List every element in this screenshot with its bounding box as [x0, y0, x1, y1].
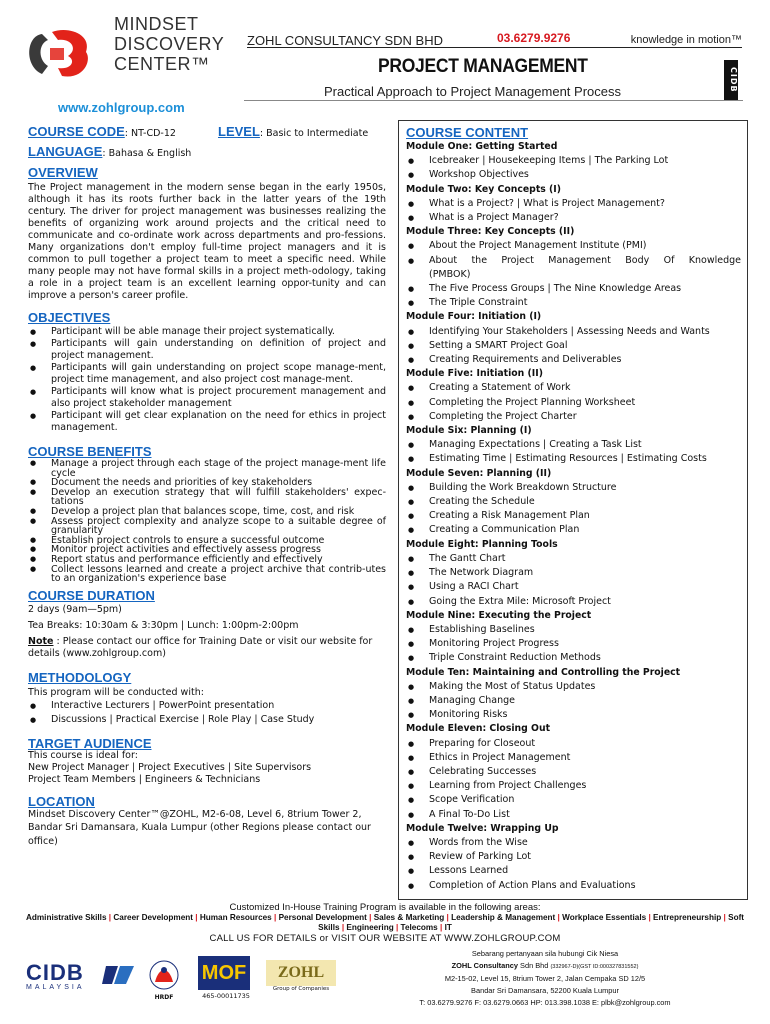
training-areas	[22, 913, 748, 933]
overview-text: The Project management in the modern sense began in the early 1950s, although it has its roots further back in the latter years of the 19th century. The driver for project management was businesses realizing the benefits of organizing work around projects and the critical need to communicate and co-ordinate work across departments and pro-fessions. Many organizations don't employ full-time project managers and it is common to pull together a project team to meet a specific need. While many people may not have formal skills in a project meth-odology, taking a role in a project team is an excellent learning oppor-tunity and can improve a person's career profile.	[28, 182, 386, 301]
separator: |	[393, 923, 401, 932]
logo-line-2: DISCOVERY	[114, 34, 225, 54]
list-item: ● Participants will gain understanding on project scope manage-ment, project time management, and also project cost manage-ment.	[28, 362, 386, 386]
list-item: ● Develop a project plan that balances scope, time, cost, and risk	[28, 507, 386, 517]
contact-address-1: M2-15-02, Level 15, 8trium Tower 2, Jalan Cempaka SD 12/5	[444, 974, 646, 983]
module-items	[406, 737, 741, 822]
benefits-list	[28, 459, 386, 584]
list-item: ● Establish project controls to ensure a successful outcome	[28, 536, 386, 546]
note-label: Note	[28, 635, 54, 647]
list-item: ● Creating a Risk Management Plan	[406, 509, 741, 523]
audience-roles-1: New Project Manager | Project Executives | Site Supervisors	[28, 761, 312, 773]
header-bar	[247, 33, 742, 48]
training-area: Sales & Marketing	[373, 913, 445, 922]
module-items	[406, 438, 741, 466]
course-code-label: COURSE CODE	[28, 124, 125, 139]
module-heading: Module Twelve: Wrapping Up	[406, 822, 559, 834]
list-item: ● Report status and performance efficiently and effectively	[28, 555, 386, 565]
duration-note	[28, 636, 386, 660]
module-list	[406, 140, 741, 893]
list-item: ● The Triple Constraint	[406, 296, 741, 310]
separator: |	[555, 913, 563, 922]
phone-number[interactable]: 03.6279.9276	[497, 31, 571, 45]
list-item: ● Lessons Learned	[406, 864, 741, 878]
training-area: Soft Skills	[318, 913, 745, 932]
methodology-heading: METHODOLOGY	[28, 669, 132, 685]
list-item: ● A Final To-Do List	[406, 808, 741, 822]
course-code-row	[28, 126, 386, 140]
list-item: ● Workshop Objectives	[406, 168, 741, 182]
website-link[interactable]: www.zohlgroup.com	[58, 100, 185, 115]
overview-heading: OVERVIEW	[28, 165, 98, 180]
mof-logo-text: MOF	[198, 956, 250, 990]
list-item: ● Monitoring Project Progress	[406, 637, 741, 651]
list-item: ● Discussions | Practical Exercise | Role Play | Case Study	[28, 713, 386, 727]
list-item: ● Monitor project activities and effectively assess progress	[28, 545, 386, 555]
training-area: Career Development	[113, 913, 193, 922]
separator: |	[721, 913, 729, 922]
list-item: ● Managing Change	[406, 694, 741, 708]
course-content-panel	[398, 120, 748, 900]
methodology-list	[28, 699, 386, 727]
list-item: ● Participants will gain understanding on definition of project and project management.	[28, 338, 386, 362]
training-area: Workplace Essentials	[562, 913, 647, 922]
training-area: Administrative Skills	[25, 913, 107, 922]
list-item: ● Building the Work Breakdown Structure	[406, 481, 741, 495]
module-heading: Module Five: Initiation (II)	[406, 368, 543, 380]
page-title: PROJECT MANAGEMENT	[378, 56, 588, 77]
audience-intro: This course is ideal for:	[28, 749, 138, 761]
language-row	[28, 146, 386, 160]
list-item: ● What is a Project? | What is Project Management?	[406, 197, 741, 211]
cidb-logo-text: CIDB	[26, 960, 84, 985]
list-item: ● Develop an execution strategy that will fulfill stakeholders' expec-tations	[28, 488, 386, 507]
module-items	[406, 154, 741, 182]
header	[0, 0, 770, 120]
list-item: ● Setting a SMART Project Goal	[406, 339, 741, 353]
separator: |	[437, 923, 445, 932]
cidb-emblem-icon	[102, 962, 138, 988]
list-item: ● Participant will be able manage their project systematically.	[28, 326, 386, 338]
company-name: ZOHL CONSULTANCY SDN BHD	[247, 33, 443, 48]
module-items	[406, 680, 741, 723]
course-content-heading: COURSE CONTENT	[406, 125, 529, 140]
zohl-logo	[266, 960, 336, 992]
level-label: LEVEL	[218, 124, 260, 139]
training-area: Entrepreneurship	[653, 913, 722, 922]
objectives-list	[28, 326, 386, 434]
list-item: ● Managing Expectations | Creating a Task List	[406, 438, 741, 452]
list-item: ● Completing the Project Charter	[406, 410, 741, 424]
list-item: ● Using a RACI Chart	[406, 580, 741, 594]
language-label: LANGUAGE	[28, 144, 103, 159]
module-heading: Module Nine: Executing the Project	[406, 609, 592, 621]
list-item: ● Participant will get clear explanation on the need for ethics in project management.	[28, 410, 386, 434]
training-area: IT	[444, 923, 452, 932]
zohl-logo-sub: Group of Companies	[272, 986, 330, 992]
duration-breaks: Tea Breaks: 10:30am & 3:30pm | Lunch: 1:00pm-2:00pm	[28, 619, 299, 631]
hrdf-logo	[142, 960, 186, 1001]
logo-line-1: MINDSET	[114, 14, 199, 34]
benefits-heading: COURSE BENEFITS	[28, 444, 152, 459]
module-heading: Module Ten: Maintaining and Controlling the Project	[406, 666, 681, 678]
contact-company-reg: (332967-D)(GST ID:000327831552)	[550, 964, 639, 970]
training-area: Human Resources	[199, 913, 272, 922]
training-area: Engineering	[346, 923, 394, 932]
zohl-logo-text: ZOHL	[266, 960, 336, 986]
contact-company	[400, 960, 690, 973]
hrdf-logo-text: HRDF	[154, 994, 174, 1001]
logo-line-3: CENTER™	[114, 54, 210, 74]
training-area: Leadership & Management	[451, 913, 556, 922]
list-item: ● Words from the Wise	[406, 836, 741, 850]
list-item: ● Creating Requirements and Deliverables	[406, 353, 741, 367]
audience-heading: TARGET AUDIENCE	[28, 735, 152, 751]
list-item: ● Creating a Statement of Work	[406, 381, 741, 395]
separator: |	[444, 913, 452, 922]
footer	[22, 902, 748, 944]
contact-numbers: T: 03.6279.9276 F: 03.6279.0663 HP: 013.398.1038 E: plbk@zohlgroup.com	[419, 998, 671, 1007]
tagline: knowledge in motion™	[630, 34, 742, 46]
separator: |	[271, 913, 279, 922]
list-item: ● Ethics in Project Management	[406, 751, 741, 765]
module-items	[406, 325, 741, 368]
list-item: ● Establishing Baselines	[406, 623, 741, 637]
location-heading: LOCATION	[28, 793, 95, 809]
hrdf-emblem-icon	[149, 960, 179, 990]
module-heading: Module Two: Key Concepts (I)	[406, 183, 562, 195]
module-heading: Module Four: Initiation (I)	[406, 311, 542, 323]
footer-call-to-action: CALL US FOR DETAILS or VISIT OUR WEBSITE AT WWW.ZOHLGROUP.COM	[209, 933, 561, 944]
contact-company-suffix: Sdn Bhd	[517, 961, 551, 970]
training-area: Telecoms	[400, 923, 438, 932]
list-item: ● Preparing for Closeout	[406, 737, 741, 751]
mindset-logo	[0, 0, 232, 100]
mof-logo	[198, 956, 254, 1000]
module-items	[406, 836, 741, 893]
separator: |	[646, 913, 654, 922]
list-item: ● The Network Diagram	[406, 566, 741, 580]
list-item: ● About the Project Management Institute (PMI)	[406, 239, 741, 253]
separator: |	[366, 913, 374, 922]
duration-days: 2 days (9am—5pm)	[28, 603, 122, 615]
list-item: ● Review of Parking Lot	[406, 850, 741, 864]
list-item: ● Monitoring Risks	[406, 708, 741, 722]
course-code-value: : NT-CD-12	[124, 128, 176, 139]
logo-text	[114, 14, 224, 74]
list-item: ● Making the Most of Status Updates	[406, 680, 741, 694]
training-area: Personal Development	[278, 913, 367, 922]
list-item: ● What is a Project Manager?	[406, 211, 741, 225]
list-item: ● Estimating Time | Estimating Resources | Estimating Costs	[406, 452, 741, 466]
footer-inhouse-note: Customized In-House Training Program is available in the following areas:	[229, 902, 541, 913]
mof-number: 465-00011735	[202, 992, 250, 1000]
list-item: ● Completion of Action Plans and Evaluations	[406, 879, 741, 893]
contact-company-name: ZOHL Consultancy	[451, 961, 518, 970]
list-item: ● Scope Verification	[406, 793, 741, 807]
header-divider	[244, 100, 743, 101]
objectives-heading: OBJECTIVES	[28, 310, 111, 325]
audience-roles-2: Project Team Members | Engineers & Technicians	[28, 773, 261, 785]
module-items	[406, 239, 741, 310]
module-heading: Module Eleven: Closing Out	[406, 723, 551, 735]
list-item: ● Icebreaker | Housekeeping Items | The Parking Lot	[406, 154, 741, 168]
left-column	[28, 122, 386, 848]
list-item: ● Interactive Lecturers | PowerPoint presentation	[28, 699, 386, 713]
module-items	[406, 552, 741, 609]
cidb-badge: CIDB	[724, 60, 738, 100]
note-text: : Please contact our office for Training Date or visit our website for details (www.zohlgroup.com)	[28, 635, 373, 659]
module-heading: Module Seven: Planning (II)	[406, 467, 552, 479]
module-heading: Module One: Getting Started	[406, 141, 558, 152]
contact-block	[400, 948, 690, 1009]
page-subtitle: Practical Approach to Project Management Process	[324, 84, 621, 99]
duration-heading: COURSE DURATION	[28, 587, 155, 603]
separator: |	[106, 913, 114, 922]
mindset-logo-mark	[22, 26, 98, 82]
separator: |	[193, 913, 200, 922]
list-item: ● Celebrating Successes	[406, 765, 741, 779]
level-value: : Basic to Intermediate	[259, 128, 369, 139]
location-text: Mindset Discovery Center™@ZOHL, M2-6-08, Level 6, 8trium Tower 2, Bandar Sri Damansara, Kuala Lumpur (other Regions please contact our office)	[28, 808, 371, 847]
list-item: ● Document the needs and priorities of key stakeholders	[28, 478, 386, 488]
list-item: ● The Five Process Groups | The Nine Knowledge Areas	[406, 282, 741, 296]
list-item: ● Collect lessons learned and create a project archive that contrib-utes to an organization's experience base	[28, 565, 386, 584]
module-items	[406, 623, 741, 666]
list-item: ● Identifying Your Stakeholders | Assessing Needs and Wants	[406, 325, 741, 339]
separator: |	[339, 923, 347, 932]
contact-person: Sebarang pertanyaan sila hubungi Cik Niesa	[471, 949, 619, 958]
list-item: ● About the Project Management Body Of Knowledge (PMBOK)	[406, 254, 741, 282]
list-item: ● Going the Extra Mile: Microsoft Project	[406, 595, 741, 609]
cidb-logo	[26, 962, 85, 991]
module-items	[406, 197, 741, 225]
list-item: ● Assess project complexity and analyze scope to a suitable degree of granularity	[28, 517, 386, 536]
list-item: ● Learning from Project Challenges	[406, 779, 741, 793]
list-item: ● Completing the Project Planning Worksheet	[406, 396, 741, 410]
list-item: ● Creating a Communication Plan	[406, 523, 741, 537]
list-item: ● Manage a project through each stage of the project manage-ment life cycle	[28, 459, 386, 478]
language-value: : Bahasa & English	[102, 148, 192, 159]
list-item: ● Participants will know what is project procurement management and also project stakeholder management	[28, 386, 386, 410]
partner-logos	[22, 956, 352, 1002]
module-items	[406, 481, 741, 538]
module-heading: Module Eight: Planning Tools	[406, 538, 558, 550]
module-heading: Module Three: Key Concepts (II)	[406, 226, 575, 238]
module-heading: Module Six: Planning (I)	[406, 425, 532, 437]
list-item: ● Triple Constraint Reduction Methods	[406, 651, 741, 665]
contact-address-2: Bandar Sri Damansara, 52200 Kuala Lumpur	[471, 986, 619, 995]
module-items	[406, 381, 741, 424]
cidb-logo-sub: MALAYSIA	[26, 984, 85, 991]
list-item: ● Creating the Schedule	[406, 495, 741, 509]
methodology-intro: This program will be conducted with:	[28, 686, 204, 698]
list-item: ● The Gantt Chart	[406, 552, 741, 566]
